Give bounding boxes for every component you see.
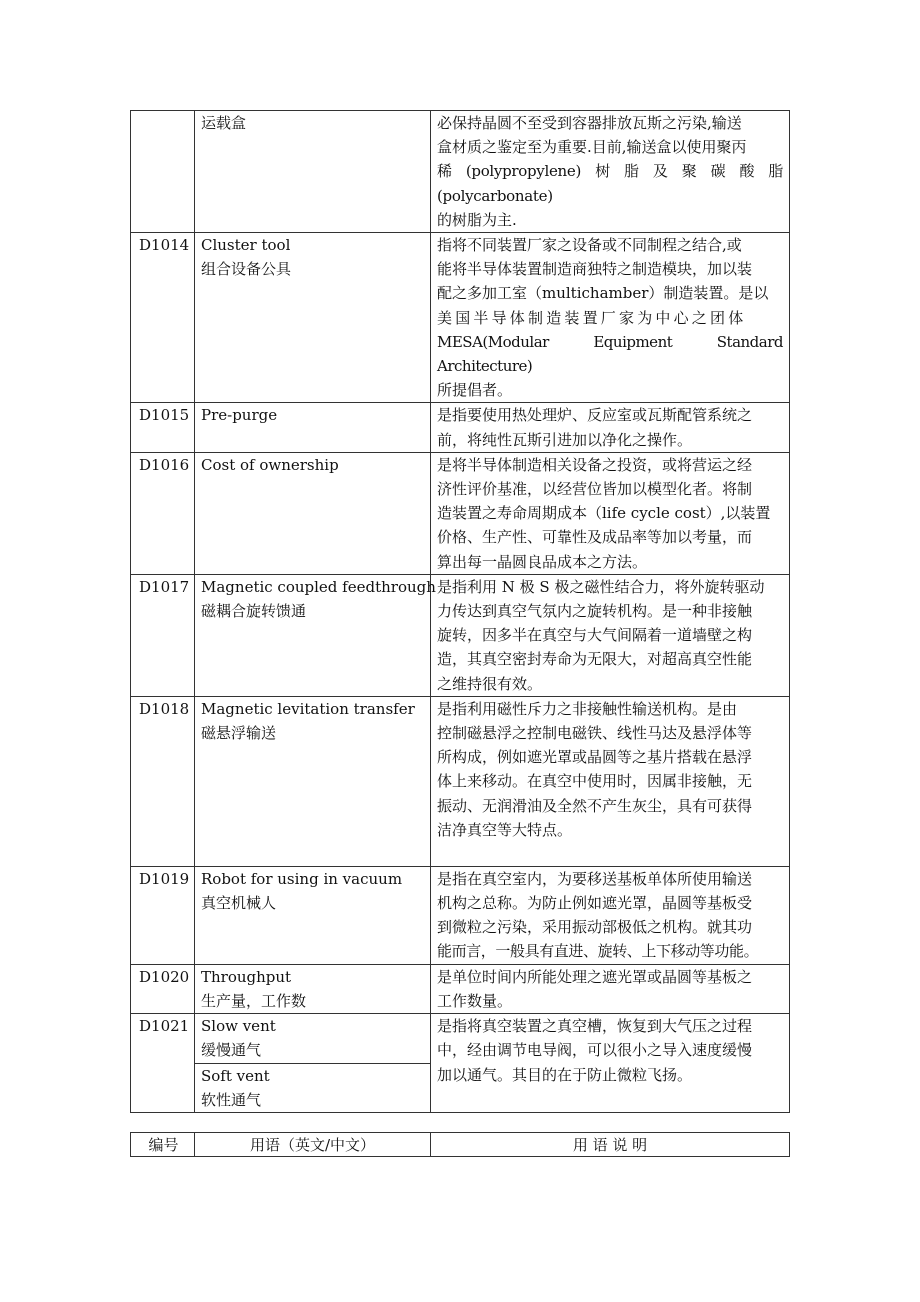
- term-description: [431, 696, 790, 866]
- description-line: 能而言，一般具有直进、旋转、上下移动等功能。: [437, 942, 759, 961]
- description-line: 必保持晶圆不至受到容器排放瓦斯之污染,输送: [437, 114, 742, 132]
- term-name: [195, 964, 431, 1013]
- term-line: Magnetic coupled feedthrough: [201, 577, 436, 596]
- description-line: 是指要使用热处理炉、反应室或瓦斯配管系统之: [437, 406, 753, 425]
- description-line: 洁净真空等大特点。: [437, 820, 573, 839]
- table-row: [131, 403, 790, 452]
- term-line: 磁悬浮输送: [201, 724, 277, 743]
- term-id: D1019: [131, 866, 195, 964]
- description-line: 造装置之寿命周期成本（life cycle cost）,以装置: [437, 504, 771, 523]
- term-id: D1017: [131, 574, 195, 696]
- description-line: 振动、无润滑油及全然不产生灰尘，具有可获得: [437, 796, 753, 815]
- description-line: 体上来移动。在真空中使用时，因属非接触，无: [437, 772, 753, 791]
- term-id: [131, 111, 195, 233]
- term-line: 真空机械人: [201, 894, 277, 913]
- description-line: 算出每一晶圆良品成本之方法。: [437, 552, 648, 571]
- glossary-table: [130, 110, 790, 1113]
- description-line: 所提倡者。: [437, 381, 513, 400]
- description-line: 指将不同装置厂家之设备或不同制程之结合,或: [437, 236, 742, 255]
- header-id: 编号: [131, 1133, 195, 1157]
- description-line: 盒材质之鉴定至为重要.目前,输送盒以使用聚丙: [437, 138, 747, 157]
- description-line: 所构成，例如遮光罩或晶圆等之基片搭载在悬浮: [437, 748, 753, 767]
- term-name: [195, 233, 431, 403]
- description-line: 美国半导体制造装置厂家为中心之团体: [437, 308, 747, 327]
- description-line: 造，其真空密封寿命为无限大，对超高真空性能: [437, 650, 753, 669]
- table-row: [131, 696, 790, 866]
- term-line: 生产量，工作数: [201, 992, 307, 1011]
- description-line: 前，将纯性瓦斯引进加以净化之操作。: [437, 430, 693, 449]
- term-line: 组合设备公具: [201, 260, 292, 279]
- term-name: [195, 1063, 431, 1112]
- term-description: [431, 233, 790, 403]
- description-line: 是指利用磁性斥力之非接触性输送机构。是由: [437, 699, 738, 718]
- header-description: 用 语 说 明: [431, 1133, 790, 1157]
- term-name: [195, 111, 431, 233]
- term-line: 软性通气: [201, 1090, 262, 1109]
- term-line: Robot for using in vacuum: [201, 869, 403, 888]
- table-row: [131, 866, 790, 964]
- term-line: Cost of ownership: [201, 455, 339, 474]
- term-line: Pre-purge: [201, 406, 278, 425]
- term-description: [431, 964, 790, 1013]
- term-line: Soft vent: [201, 1066, 270, 1085]
- term-line: Throughput: [201, 967, 292, 986]
- term-line: Cluster tool: [201, 236, 291, 255]
- description-line: 控制磁悬浮之控制电磁铁、线性马达及悬浮体等: [437, 724, 753, 743]
- description-line: 是指利用 N 极 S 极之磁性结合力，将外旋转驱动: [437, 577, 765, 596]
- description-line: 到微粒之污染，采用振动部极低之机构。就其功: [437, 918, 753, 937]
- description-line: 是单位时间内所能处理之遮光罩或晶圆等基板之: [437, 967, 753, 986]
- description-line: MESA(Modular Equipment Standard Architecture): [437, 332, 783, 376]
- term-id: D1015: [131, 403, 195, 452]
- term-id: D1016: [131, 452, 195, 574]
- description-line: 的树脂为主.: [437, 210, 517, 229]
- term-line: 磁耦合旋转馈通: [201, 602, 307, 621]
- description-line: 中，经由调节电导阀，可以很小之导入速度缓慢: [437, 1041, 753, 1060]
- header-row: [131, 1133, 790, 1157]
- term-id: D1020: [131, 964, 195, 1013]
- term-description: [431, 866, 790, 964]
- term-id: D1021: [131, 1014, 195, 1113]
- term-description: [431, 452, 790, 574]
- term-line: 缓慢通气: [201, 1041, 262, 1060]
- description-line: 能将半导体装置制造商独特之制造模块，加以装: [437, 260, 753, 279]
- header-term: 用语（英文/中文）: [195, 1133, 431, 1157]
- description-line: 稀(polypropylene)树脂及聚碳酸脂(polycarbonate): [437, 162, 783, 205]
- description-line: 旋转，因多半在真空与大气间隔着一道墙壁之构: [437, 626, 753, 645]
- table-row: [131, 111, 790, 233]
- term-line: Magnetic levitation transfer: [201, 699, 415, 718]
- description-line: 是指将真空装置之真空槽，恢复到大气压之过程: [437, 1017, 753, 1036]
- term-name: [195, 696, 431, 866]
- term-name: [195, 452, 431, 574]
- description-line: 济性评价基准，以经营位皆加以模型化者。将制: [437, 480, 753, 499]
- description-line: 价格、生产性、可靠性及成品率等加以考量，而: [437, 528, 753, 547]
- term-line: Slow vent: [201, 1017, 276, 1036]
- table-header: [130, 1132, 790, 1157]
- term-name: [195, 866, 431, 964]
- term-description: [431, 574, 790, 696]
- term-name: [195, 574, 436, 696]
- term-description: [431, 111, 790, 233]
- term-name: [195, 1014, 431, 1063]
- term-id: D1014: [131, 233, 195, 403]
- description-line: 力传达到真空气氛内之旋转机构。是一种非接触: [437, 602, 753, 621]
- term-name: [195, 403, 431, 452]
- description-line: 之维持很有效。: [437, 674, 543, 693]
- description-line: 工作数量。: [437, 992, 513, 1011]
- table-row: [131, 964, 790, 1013]
- description-line: 是将半导体制造相关设备之投资，或将营运之经: [437, 455, 753, 474]
- description-line: 配之多加工室（multichamber）制造装置。是以: [437, 284, 769, 303]
- term-line: 运载盒: [201, 114, 247, 132]
- table-row: [131, 574, 790, 696]
- table-row: [131, 452, 790, 574]
- term-id: D1018: [131, 696, 195, 866]
- description-line: 是指在真空室内，为要移送基板单体所使用输送: [437, 869, 753, 888]
- term-description: [431, 1014, 790, 1113]
- table-row: [131, 1014, 790, 1063]
- description-line: 加以通气。其目的在于防止微粒飞扬。: [437, 1065, 693, 1084]
- table-row: [131, 233, 790, 403]
- description-line: 机构之总称。为防止例如遮光罩，晶圆等基板受: [437, 894, 753, 913]
- term-description: [431, 403, 790, 452]
- glossary-body: [131, 111, 790, 1113]
